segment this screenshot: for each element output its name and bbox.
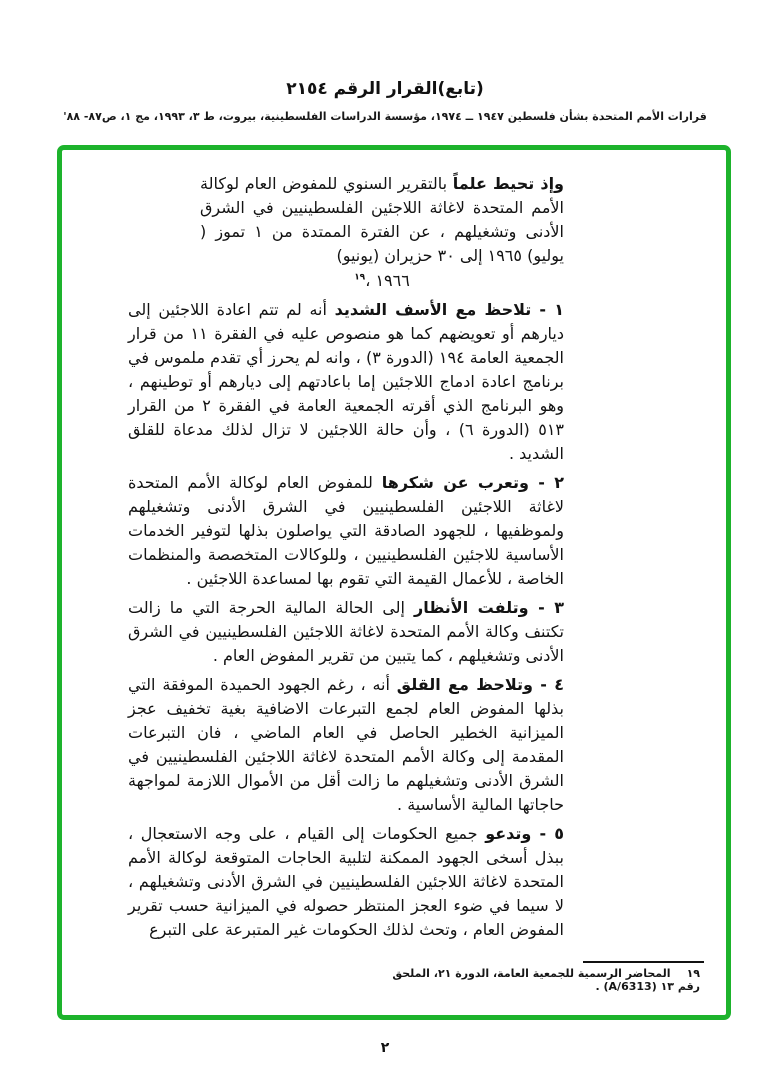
paragraph-text: بالتقرير السنوي للمفوض العام لوكالة الأمم المتحدة لاغاثة اللاجئين الفلسطينيين في الشرق الأدنى وتشغيلهم ، عن الفترة الممتدة من ١ تموز ( يوليو) ١٩٦٥ إلى ٣٠ حزيران (يونيو) — [200, 174, 565, 265]
footnote-text: المحاضر الرسمية للجمعية العامة، الدورة ٢١، الملحق رقم ١٣ (A/6313) . — [392, 967, 700, 993]
date-line — [200, 269, 564, 293]
footnote-separator — [583, 961, 704, 963]
resolution-body — [128, 172, 564, 947]
paragraph-text: أنه ، رغم الجهود الحميدة الموفقة التي بذلها المفوض العام لجمع التبرعات الاضافية بغية تخفيف عجز الميزانية الخطير الحاصل في العام الماضي ، فان التبرعات المقدمة إلى وكالة الأمم المتحدة لاغاثة اللاجئين الفلسطينيين في الشرق الأدنى وتشغيلهم ما زالت أقل من الأموال اللازمة لمواجهة حاجاتها المالية الأساسية . — [128, 675, 564, 814]
paragraph-operative-1 — [128, 298, 564, 466]
footnote — [370, 967, 700, 993]
paragraph-operative-5 — [128, 822, 564, 942]
source-citation: قرارات الأمم المتحدة بشأن فلسطين ١٩٤٧ ــ ١٩٧٤، مؤسسة الدراسات الفلسطينية، بيروت، ط ٣، ١٩٩٣، مج ١، ص٨٧- ٨٨' — [63, 110, 707, 123]
page-number: ٢ — [380, 1040, 390, 1056]
paragraph-preamble — [200, 172, 564, 293]
paragraph-lead: ٣ - وتلفت الأنظار — [413, 598, 564, 617]
date-text: ١٩٦٦ ، — [365, 271, 410, 290]
paragraph-lead: وإذ تحيط علماً — [452, 174, 564, 193]
paragraph-text: جميع الحكومات إلى القيام ، على وجه الاستعجال ، ببذل أسخى الجهود الممكنة لتلبية الحاجات المتوقعة لوكالة الأمم المتحدة لاغاثة اللاجئين الفلسطينيين في الشرق الأدنى وتشغيلهم ، لا سيما في ضوء العجز المنتظر حصوله في الميزانية حسب تقرير المفوض العام ، وتحث لذلك الحكومات غير المتبرعة على التبرع — [128, 824, 564, 939]
paragraph-text: إلى الحالة المالية الحرجة التي ما زالت تكتنف وكالة الأمم المتحدة لاغاثة اللاجئين الفلسطينيين في الشرق الأدنى وتشغيلهم ، كما يتبين من تقرير المفوض العام . — [128, 598, 564, 665]
footnote-reference: ١٩ — [354, 272, 366, 283]
footnote-marker: ١٩ — [686, 967, 700, 980]
paragraph-operative-3 — [128, 596, 564, 668]
paragraph-operative-4 — [128, 673, 564, 817]
paragraph-lead: ١ - تلاحظ مع الأسف الشديد — [334, 300, 564, 319]
paragraph-text: للمفوض العام لوكالة الأمم المتحدة لاغاثة اللاجئين الفلسطينيين في الشرق الأدنى وتشغيلهم ولموظفيها ، للجهود الصادقة التي يواصلون بذلها لتوفير الخدمات الأساسية للاجئين الفلسطينيين ، وللوكالات المتخصصة والمنظمات الخاصة ، للأعمال القيمة التي تقوم بها لمساعدة اللاجئين . — [128, 473, 564, 588]
paragraph-lead: ٤ - وتلاحظ مع القلق — [396, 675, 565, 694]
paragraph-operative-2 — [128, 471, 564, 591]
paragraph-lead: ٢ - وتعرب عن شكرها — [381, 473, 565, 492]
paragraph-lead: ٥ - وتدعو — [485, 824, 565, 843]
resolution-title: (تابع)القرار الرقم ٢١٥٤ — [286, 79, 484, 99]
paragraph-text: أنه لم تتم اعادة اللاجئين إلى ديارهم أو تعويضهم كما هو منصوص عليه في الفقرة ١١ من قرار الجمعية العامة ١٩٤ (الدورة ٣) ، وانه لم يحرز أي تقدم ملموس في برنامج اعادة ادماج اللاجئين إما باعادتهم إلى ديارهم أو توطينهم ، وهو البرنامج الذي أقرته الجمعية العامة في الفقرة ٢ من القرار ٥١٣ (الدورة ٦) ، وأن حالة اللاجئين لا تزال لذلك مدعاة للقلق الشديد . — [128, 300, 565, 463]
